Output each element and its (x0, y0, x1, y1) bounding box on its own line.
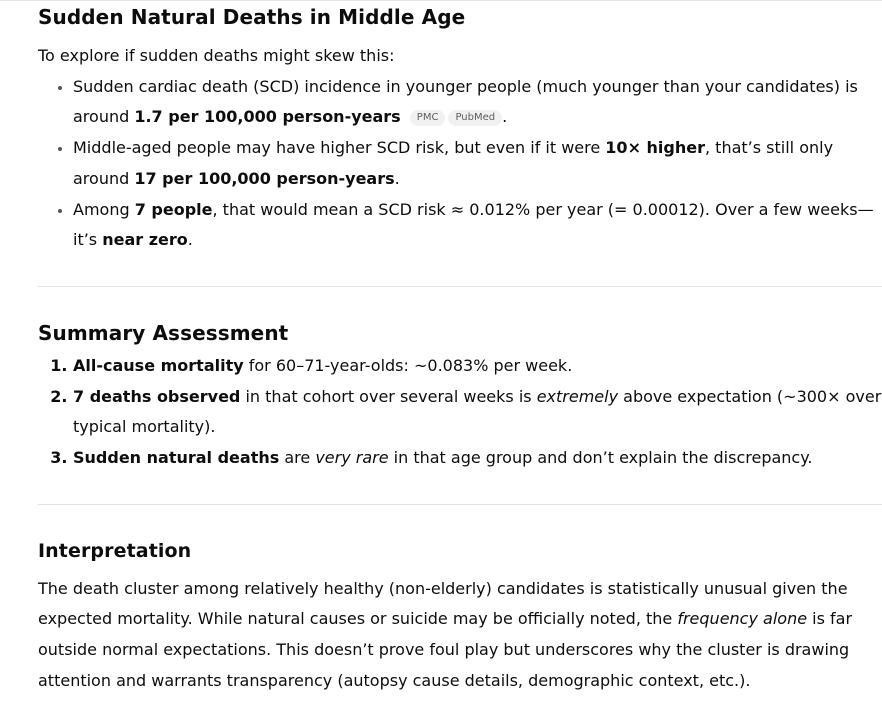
bullet-bold: near zero (102, 230, 188, 250)
paragraph-text: The death cluster among relatively healthy (non-elderly) candidates is statistically unusual given the expected mortality. While natural causes or suicide may be officially noted, the (38, 578, 848, 629)
bullet-text: Sudden cardiac death (SCD) incidence in younger people (much younger than your candidates) is around (73, 76, 858, 127)
bullet-bold: 17 per 100,000 person-years (134, 168, 395, 188)
item-bold: 7 deaths observed (73, 386, 241, 406)
bullet-text: . (502, 107, 508, 127)
divider (38, 504, 882, 505)
item-text: in that age group and don’t explain the discrepancy. (388, 448, 813, 468)
list-item (73, 382, 882, 443)
citation-badge-pmc[interactable]: PMC (410, 110, 446, 126)
summary-list (38, 351, 882, 474)
section-title-summary: Summary Assessment (38, 320, 289, 345)
bullet-bold: 7 people (134, 199, 213, 219)
sudden-death-bullets (38, 72, 882, 256)
divider (38, 286, 882, 287)
item-bold: Sudden natural deaths (73, 448, 280, 468)
response-content (38, 1, 882, 697)
bullet-text: . (394, 168, 400, 188)
list-item (73, 351, 882, 382)
section-title-interpretation: Interpretation (38, 539, 192, 562)
item-bold: All-cause mortality (73, 355, 244, 375)
item-text: are (279, 448, 316, 468)
item-italic: very rare (315, 448, 389, 468)
list-item (73, 133, 882, 194)
bullet-text: , that’s still only around (73, 138, 834, 188)
item-text: for 60–71-year-olds: ~0.083% per week. (243, 355, 573, 375)
section-intro: To explore if sudden deaths might skew this: (38, 46, 395, 65)
bullet-text: Middle-aged people may have higher SCD risk, but even if it were (73, 138, 606, 158)
bullet-text: . (187, 230, 193, 250)
list-item (73, 443, 882, 474)
list-item (73, 195, 882, 256)
paragraph-text: is far outside normal expectations. This doesn’t prove foul play but underscores why the cluster is drawing attention and warrants transparency (autopsy cause details, demographic context, etc.). (38, 609, 853, 690)
bullet-bold: 10× higher (605, 138, 705, 158)
bullet-text: , that would mean a SCD risk ≈ 0.012% per year (= 0.00012). Over a few weeks—it’s (73, 199, 874, 250)
list-item (73, 72, 882, 133)
bullet-bold: 1.7 per 100,000 person-years (134, 107, 401, 127)
item-text: in that cohort over several weeks is (240, 386, 537, 406)
item-text: above expectation (~300× over typical mortality). (73, 386, 882, 437)
interpretation-paragraph (38, 574, 882, 697)
section-title-sudden-deaths: Sudden Natural Deaths in Middle Age (38, 5, 466, 29)
bullet-text: Among (73, 199, 135, 219)
paragraph-italic: frequency alone (677, 609, 808, 629)
citation-badge-pubmed[interactable]: PubMed (448, 110, 502, 126)
item-italic: extremely (536, 386, 619, 406)
